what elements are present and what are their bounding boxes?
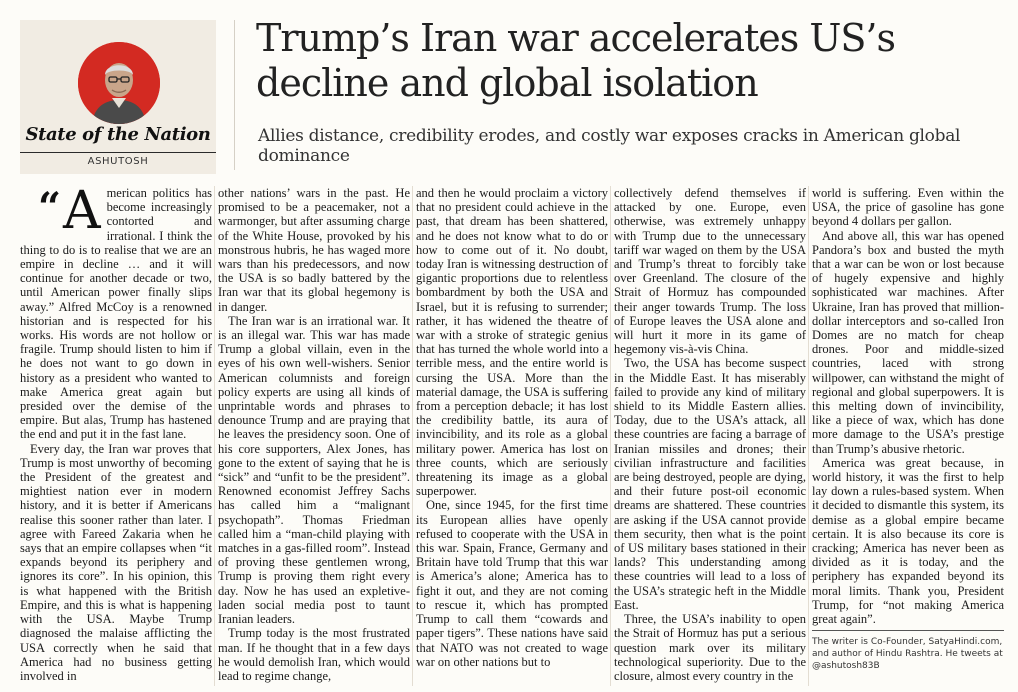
header-divider (234, 20, 235, 170)
paragraph: Two, the USA has become suspect in the Middle East. It has miserably failed to provide any kind of military shield to its Middle Eastern allies. Today, due to the USA’s attack, all these countries are facing a barrage of Iranian missiles and drones; their civilian infrastructure and facilities are being destroyed, people are dying, and their future post-oil economic dreams are shattered. These countries are asking if the USA cannot provide them security, then what is the point of US military bases stationed in their lands? This understanding among these countries will lead to a loss of the USA’s strategic heft in the Middle East. (614, 356, 806, 612)
column-name: State of the Nation (25, 124, 211, 145)
headline: Trump’s Iran war accelerates US’s decline and global isolation (256, 16, 895, 105)
paragraph: Trump today is the most frustrated man. If he thought that in a few days he would demolish Iran, which would lead to regime change, (218, 626, 410, 683)
paragraph: other nations’ wars in the past. He promised to be a peacemaker, not a warmonger, but after assuming charge of the White House, provoked by his monstrous hubris, he has waged more wars than his predecessors, and now the USA is so badly battered by the Iran war that its global hegemony is in danger. (218, 186, 410, 314)
paragraph: One, since 1945, for the first time its European allies have openly refused to cooperate with the USA in this war. Spain, France, Germany and Britain have told Trump that this war is America’s alone; America has to fight it out, and they are not coming to rescue it, which has prompted Trump to call them “cowards and paper tigers”. These nations have said that NATO was not created to wage war on other nations but to (416, 498, 608, 669)
paragraph: Three, the USA’s inability to open the Strait of Hormuz has put a serious question mark over its military technological superiority. Due to the closure, almost every country in the (614, 612, 806, 683)
paragraph: collectively defend themselves if attacked by one. Europe, even otherwise, was extremely unhappy with Trump due to the unnecessary tariff war waged on them by the USA and Trump’s threat to forcibly take over Greenland. The closure of the Strait of Hormuz has compounded their anger towards Trump. The loss of Europe leaves the USA alone and will hurt it more in its game of hegemony vis-à-vis China. (614, 186, 806, 357)
subheadline: Allies distance, credibility erodes, and costly war exposes cracks in American global dominance (258, 126, 961, 166)
author-note: The writer is Co-Founder, SatyaHindi.com, and author of Hindu Rashtra. He tweets at @ashutosh83B (812, 637, 1003, 671)
paragraph: merican politics has become increasingly contorted and irrational. I think the thing to do is to realise that we are an empire in decline … and it will continue for another decade or two, until American power finally slips away.” Alfred McCoy is a renowned historian and is respected for his works. His words are not hollow or fragile. Trump should listen to him if he does not want to go down in history as a president who wanted to make America great again but presided over the demise of the empire. But alas, Trump has hastened the end and put it in the fast lane. (20, 186, 212, 442)
column-masthead (20, 20, 216, 174)
article-column-5 (812, 186, 1004, 626)
paragraph: world is suffering. Even within the USA, the price of gasoline has gone beyond 4 dollars per gallon. (812, 186, 1004, 229)
drop-cap: A (63, 186, 101, 241)
column-divider (610, 186, 611, 686)
article-column-2 (218, 186, 410, 686)
author-note-divider (812, 630, 1004, 631)
paragraph: And above all, this war has opened Pandora’s box and busted the myth that a war can be won or lost because of hugely expensive and highly sophisticated war machines. After Ukraine, Iran has proved that million-dollar interceptors and so-called Iron Domes are no match for cheap drones. Poor and middle-sized countries, laced with strong willpower, can withstand the might of regional and global superpowers. It is this melting down of invincibility, like a piece of wax, which has done more damage to the USA’s prestige than Trump’s abusive rhetoric. (812, 228, 1004, 456)
paragraph: Every day, the Iran war proves that Trump is most unworthy of becoming the President of the greatest and mightiest nation ever in modern history, and it is better if Americans realise this sooner rather than later. I agree with Fareed Zakaria when he says that an empire collapses when “it expands beyond its periphery and ignores its core”. In his opinion, this is what happened with the British Empire, and this is what is happening with the USA. Maybe Trump diagnosed the malaise afflicting the USA correctly when he said that America had no business getting involved in (20, 441, 212, 683)
masthead-divider (20, 152, 216, 153)
paragraph: America was great because, in world history, it was the first to help lay down a rules-based system. When it decided to dismantle this system, its demise as a global empire became certain. It is also because its core is cracking; America has never been as divided as it is today, and the periphery has expanded beyond its moral limits. Thank you, President Trump, for “not making America great again”. (812, 455, 1004, 626)
opening-quote-mark: “ (38, 186, 62, 231)
column-divider (214, 186, 215, 686)
author-name: ASHUTOSH (87, 156, 149, 167)
article-column-1 (20, 186, 212, 686)
column-divider (412, 186, 413, 686)
column-divider (808, 186, 809, 686)
article-column-3 (416, 186, 608, 686)
paragraph: and then he would proclaim a victory that no president could achieve in the past, that dream has been shattered, and he does not know what to do or how to come out of it. No doubt, today Iran is witnessing destruction of gigantic proportions due to relentless bombardment by both the USA and Israel, but it is refusing to surrender; rather, it has widened the theatre of war with a stroke of strategic genius that has turned the whole world into a terrible mess, and the entire world is cursing the USA. More than the material damage, the USA is suffering from a perception debacle; it has lost the credibility battle, its aura of invincibility, and its role as a global military power. America has lost on three counts, which are seriously threatening its image as a global superpower. (416, 186, 608, 499)
paragraph: The Iran war is an irrational war. It is an illegal war. This war has made Trump a global villain, even in the eyes of his own well-wishers. Senior American columnists and foreign policy experts are using all kinds of unprintable words and phrases to denounce Trump and are praying that he leaves the presidency soon. One of his core supporters, Alex Jones, has gone to the extent of saying that he is “sick” and “unfit to be the president”. Renowned economist Jeffrey Sachs has called him a “malignant psychopath”. Thomas Friedman called him a “man-child playing with matches in a gas-filled room”. Instead of proving these gentlemen wrong, Trump is proving them right every day. Now he has used an expletive-laden social media post to taunt Iranian leaders. (218, 313, 410, 627)
article-column-4 (614, 186, 806, 686)
author-portrait-icon (78, 42, 160, 124)
author-photo (78, 42, 160, 124)
